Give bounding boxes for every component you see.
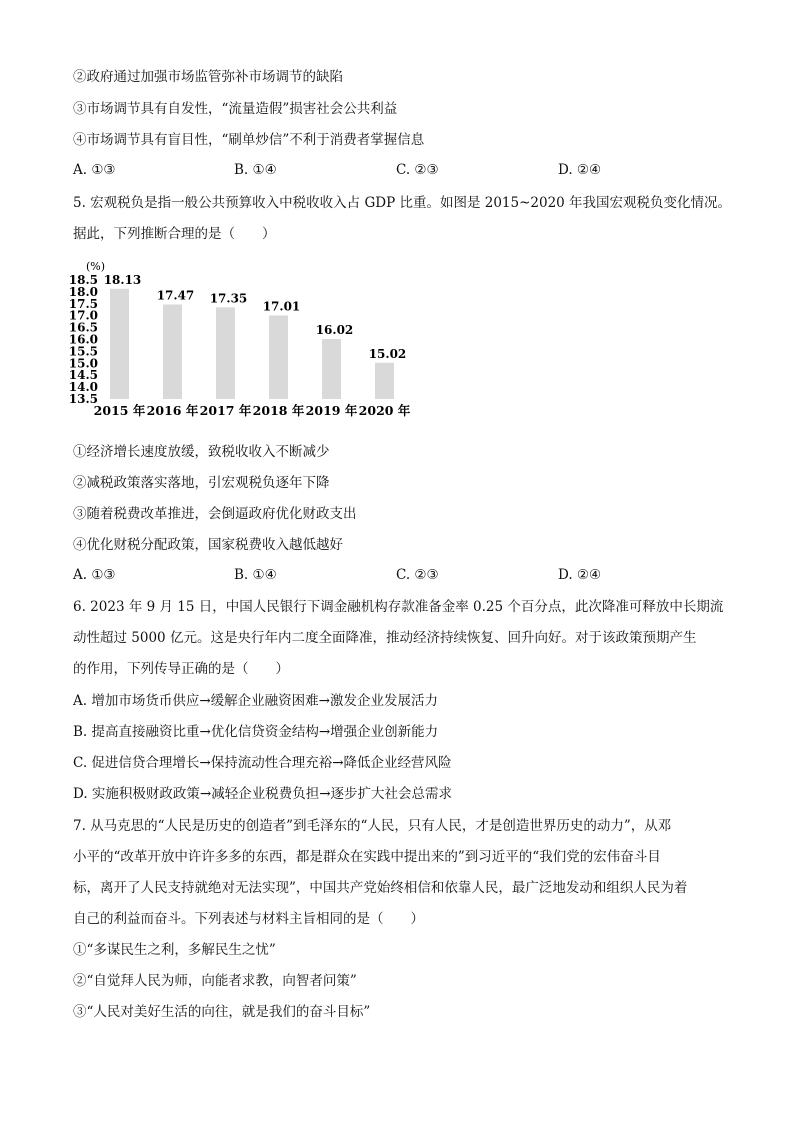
- q4-statement-4: ④市场调节具有盲目性，“刷单炒信”不利于消费者掌握信息: [73, 132, 425, 148]
- bar-value-label: 18.13: [103, 272, 142, 287]
- y-tick-label: 13.5: [68, 392, 98, 406]
- q5-statement-4: ④优化财税分配政策，国家税费收入越低越好: [73, 537, 343, 553]
- y-tick-label: 16.0: [68, 332, 98, 347]
- q5-options: [73, 567, 723, 585]
- y-tick-label: 14.0: [68, 380, 98, 395]
- q4-option-c: C. ②③: [396, 162, 439, 178]
- bar: [163, 305, 182, 399]
- q4-option-a: A. ①③: [73, 162, 116, 178]
- x-tick-label: 2016 年: [146, 403, 199, 418]
- y-tick-label: 17.5: [68, 296, 98, 311]
- q4-statement-3: ③市场调节具有自发性，“流量造假”损害社会公共利益: [73, 101, 398, 117]
- bar: [110, 289, 129, 399]
- q4-statement-2: ②政府通过加强市场监管弥补市场调节的缺陷: [73, 69, 343, 85]
- x-tick-label: 2018 年: [252, 403, 305, 418]
- q6-stem-line-1: 6. 2023 年 9 月 15 日，中国人民银行下调金融机构存款准备金率 0.25 个百分点，此次降准可释放中长期流: [73, 599, 724, 615]
- q5-statement-2: ②减税政策落实落地，引宏观税负逐年下降: [73, 475, 330, 491]
- bar: [269, 315, 288, 399]
- q4-option-b: B. ①④: [234, 162, 277, 178]
- y-tick-label: 18.5: [68, 273, 98, 287]
- q5-option-c: C. ②③: [396, 567, 439, 583]
- bar-value-label: 15.02: [368, 346, 407, 361]
- q7-statement-1: ①“多谋民生之利，多解民生之忧”: [73, 942, 276, 958]
- y-tick-label: 18.0: [68, 284, 98, 299]
- bar-value-label: 17.35: [209, 291, 248, 306]
- x-tick-label: 2020 年: [358, 403, 411, 418]
- bar-value-label: 16.02: [315, 323, 354, 338]
- bar: [322, 339, 341, 399]
- q6-stem-line-3: 的作用，下列传导正确的是（ ）: [73, 661, 289, 677]
- bar: [375, 363, 394, 399]
- q4-option-d: D. ②④: [558, 162, 602, 178]
- q6-option-a: A. 增加市场货币供应→缓解企业融资困难→激发企业发展活力: [73, 693, 438, 709]
- q4-options: [73, 162, 723, 180]
- bar-value-label: 17.47: [156, 288, 195, 303]
- x-tick-label: 2019 年: [305, 403, 358, 418]
- y-tick-label: 15.0: [68, 356, 98, 371]
- q5-statement-3: ③随着税费改革推进，会倒逼政府优化财政支出: [73, 506, 357, 522]
- q5-option-b: B. ①④: [234, 567, 277, 583]
- q6-option-d: D. 实施积极财政政策→减轻企业税费负担→逐步扩大社会总需求: [73, 786, 453, 802]
- bar: [216, 307, 235, 399]
- q5-option-a: A. ①③: [73, 567, 116, 583]
- q6-stem-line-2: 动性超过 5000 亿元。这是央行年内二度全面降准，推动经济持续恢复、回升向好。对于该政策预期产生: [73, 630, 697, 646]
- q6-option-b: B. 提高直接融资比重→优化信贷资金结构→增强企业创新能力: [73, 724, 439, 740]
- q7-stem-line-4: 自己的利益而奋斗。下列表述与材料主旨相同的是（ ）: [73, 911, 424, 927]
- q5-option-d: D. ②④: [558, 567, 602, 583]
- y-tick-label: 14.5: [68, 368, 98, 383]
- y-axis-unit-label: (%): [86, 260, 106, 273]
- q5-stem-line-1: 5. 宏观税负是指一般公共预算收入中税收收入占 GDP 比重。如图是 2015~2020 年我国宏观税负变化情况。: [73, 195, 732, 211]
- tax-burden-bar-chart: [68, 256, 411, 426]
- q7-stem-line-3: 标，离开了人民支持就绝对无法实现”，中国共产党始终相信和依靠人民，最广泛地发动和组织人民为着: [73, 880, 688, 896]
- q7-stem-line-1: 7. 从马克思的“人民是历史的创造者”到毛泽东的“人民，只有人民，才是创造世界历史的动力”，从邓: [73, 818, 672, 834]
- q6-option-c: C. 促进信贷合理增长→保持流动性合理充裕→降低企业经营风险: [73, 755, 452, 771]
- q7-stem-line-2: 小平的“改革开放中许许多多的东西，都是群众在实践中提出来的”到习近平的“我们党的宏伟奋斗目: [73, 849, 661, 865]
- x-tick-label: 2017 年: [199, 403, 252, 418]
- q7-statement-2: ②“自觉拜人民为师，向能者求教，向智者问策”: [73, 973, 357, 989]
- q5-stem-line-2: 据此，下列推断合理的是（ ）: [73, 226, 276, 242]
- bar-value-label: 17.01: [262, 299, 301, 314]
- q5-statement-1: ①经济增长速度放缓，致税收收入不断减少: [73, 444, 330, 460]
- y-tick-label: 17.0: [68, 308, 98, 323]
- x-tick-label: 2015 年: [93, 403, 146, 418]
- y-tick-label: 16.5: [68, 320, 98, 335]
- y-tick-label: 15.5: [68, 344, 98, 359]
- q7-statement-3: ③“人民对美好生活的向往，就是我们的奋斗目标”: [73, 1004, 371, 1020]
